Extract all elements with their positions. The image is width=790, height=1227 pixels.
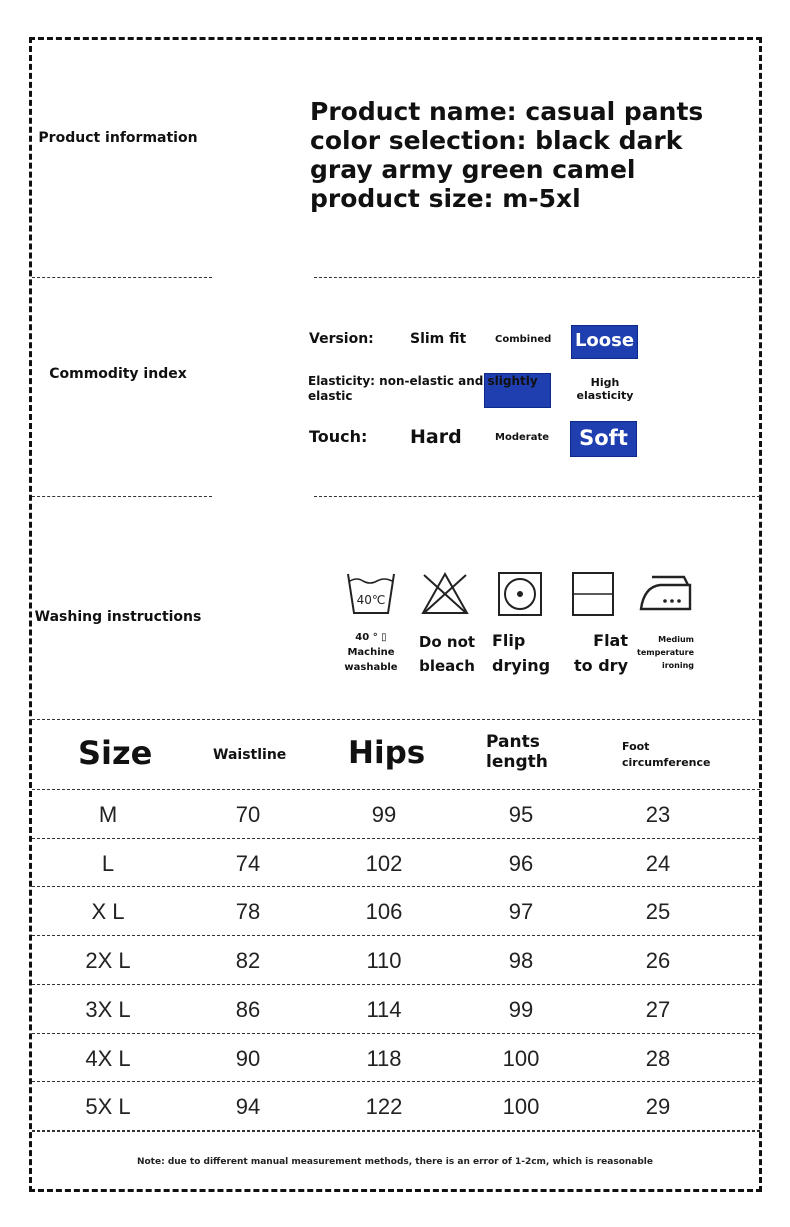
header-hips: Hips (348, 735, 426, 771)
tumble-dry-icon (495, 571, 545, 617)
version-label: Version: (309, 331, 374, 347)
wash-tub-icon (346, 571, 396, 617)
no-bleach-text: Do not bleach (418, 633, 476, 675)
divider (314, 496, 760, 497)
commodity-label: Commodity index (49, 366, 187, 382)
measurement-cell: 99 (371, 802, 397, 827)
ironing-text: Medium temperature ironing (637, 635, 694, 670)
divider (32, 277, 212, 278)
wash-temp-text: 40℃ (356, 593, 386, 607)
divider (32, 1131, 760, 1132)
measurement-cell: 26 (645, 948, 671, 974)
product-info-label: Product information (38, 130, 198, 146)
version-loose-highlight: Loose (571, 325, 638, 359)
iron-icon (638, 571, 694, 617)
size-cell: X L (91, 899, 125, 925)
size-cell: 4X L (85, 1045, 131, 1071)
size-cell: L (101, 850, 115, 876)
flat-dry-text: Flat to dry (574, 631, 628, 675)
machine-wash-text: 40 ° ▯ Machine washable (344, 632, 398, 673)
header-waistline: Waistline (213, 747, 287, 763)
color-line-2: gray army green camel (310, 155, 636, 184)
row-divider (32, 984, 760, 985)
measurement-cell: 23 (645, 802, 671, 827)
size-cell: 2X L (85, 948, 131, 974)
measurement-cell: 106 (365, 899, 403, 925)
row-divider (32, 1033, 760, 1034)
header-size: Size (78, 734, 153, 772)
measurement-cell: 102 (365, 850, 403, 876)
row-divider (32, 935, 760, 936)
product-info-block (310, 97, 703, 213)
header-pants-length: Pants length (486, 732, 548, 772)
row-divider (32, 838, 760, 839)
measurement-cell: 27 (645, 996, 671, 1022)
measurement-cell: 70 (235, 802, 261, 827)
size-cell: 5X L (85, 1094, 131, 1120)
measurement-cell: 90 (235, 1045, 261, 1071)
header-foot-circumference: Foot circumference (622, 740, 711, 769)
flip-drying-text: Flip drying (492, 631, 551, 675)
measurement-cell: 28 (645, 1045, 671, 1071)
version-combined: Combined (495, 334, 552, 345)
divider (32, 496, 212, 497)
washing-label: Washing instructions (34, 609, 202, 625)
measurement-cell: 25 (645, 899, 671, 925)
touch-soft-highlight: Soft (570, 421, 637, 457)
measurement-cell: 29 (645, 1094, 671, 1120)
divider (314, 277, 760, 278)
measurement-cell: 98 (508, 948, 534, 974)
measurement-cell: 94 (235, 1094, 261, 1120)
flat-dry-icon (568, 571, 618, 617)
measurement-cell: 78 (235, 899, 261, 925)
color-line: color selection: black dark (310, 126, 683, 155)
elasticity-high: High elasticity (576, 376, 634, 402)
measurement-cell: 110 (366, 948, 402, 974)
product-name-line: Product name: casual pants (310, 97, 704, 126)
measurement-note: Note: due to different manual measurement methods, there is an error of 1-2cm, which is reasonable (136, 1157, 654, 1167)
measurement-cell: 95 (508, 802, 534, 827)
touch-hard: Hard (410, 426, 462, 448)
no-bleach-icon (420, 571, 470, 617)
measurement-cell: 86 (235, 996, 261, 1022)
measurement-cell: 99 (508, 996, 534, 1022)
touch-label: Touch: (309, 427, 368, 446)
row-divider (32, 1081, 760, 1082)
measurement-cell: 114 (366, 996, 402, 1022)
size-cell: 3X L (85, 996, 131, 1022)
divider (32, 719, 760, 720)
measurement-cell: 100 (502, 1045, 540, 1071)
elasticity-label: Elasticity: non-elastic and slightly elastic (308, 374, 538, 403)
measurement-cell: 74 (235, 850, 261, 876)
size-cell: M (98, 802, 118, 827)
measurement-cell: 100 (502, 1094, 540, 1120)
measurement-cell: 82 (235, 948, 261, 974)
measurement-cell: 24 (645, 850, 671, 876)
touch-moderate: Moderate (495, 432, 550, 443)
measurement-cell: 122 (365, 1094, 403, 1120)
row-divider (32, 1130, 760, 1131)
row-divider (32, 886, 760, 887)
measurement-cell: 97 (508, 899, 534, 925)
version-slim: Slim fit (410, 331, 467, 347)
measurement-cell: 96 (508, 850, 534, 876)
measurement-cell: 118 (366, 1045, 402, 1071)
row-divider (32, 789, 760, 790)
size-line: product size: m-5xl (310, 184, 581, 213)
